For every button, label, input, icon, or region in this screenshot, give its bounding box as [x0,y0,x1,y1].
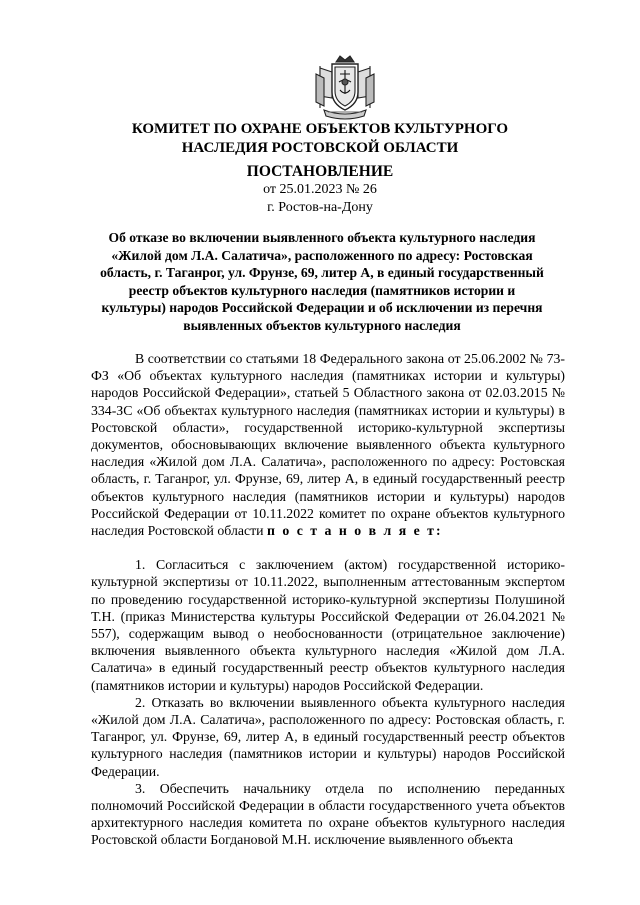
committee-name-line1: КОМИТЕТ ПО ОХРАНЕ ОБЪЕКТОВ КУЛЬТУРНОГО [131,121,509,137]
item-3-paragraph: 3. Обеспечить начальнику отдела по исполнению переданных полномочий Российской Федерации в области государственного учета объектов архитектурного наследия комитета по охране объектов культурного наследия Ростовской области Богдановой М.Н. исключение выявленного объекта [91,780,565,848]
committee-name [60,120,580,158]
paragraph-gap [91,539,565,556]
committee-name-line2: НАСЛЕДИЯ РОСТОВСКОЙ ОБЛАСТИ [181,140,459,156]
city: г. Ростов-на-Дону [267,200,373,215]
coat-of-arms-emblem [314,52,376,122]
preamble-text: В соответствии со статьями 18 Федерального закона от 25.06.2002 № 73-ФЗ «Об объектах культурного наследия (памятниках истории и культуры) народов Российской Федерации», статьей 5 Областного закона от 02.03.2015 № 334-ЗС «Об объектах культурного наследия (памятниках истории и культуры) в Ростовской области», государственной историко-культурной экспертизы документов, обосновывающих включение выявленного объекта культурного наследия «Жилой дом Л.А. Салатича», расположенного по адресу: Ростовская область, г. Таганрог, ул. Фрунзе, 69, литер А, в единый государственный реестр объектов культурного наследия (памятников истории и культуры) народов Российской Федерации от 10.11.2022 комитет по охране объектов культурного наследия Ростовской области [91,351,565,539]
document-type: ПОСТАНОВЛЕНИЕ [246,163,394,180]
item-1-paragraph: 1. Согласиться с заключением (актом) государственной историко-культурной экспертизы от 10.11.2022, выполненным аттестованным экспертом по проведению государственной историко-культурной экспертизы Полушиной Т.Н. (приказ Министерства культуры Российской Федерации от 26.04.2021 № 557), содержащим вывод о необоснованности (отрицательное заключение) включения выявленного объекта культурного наследия «Жилой дом Л.А. Салатича» в единый государственный реестр объектов культурного наследия (памятников истории и культуры) народов Российской Федерации. [91,557,565,693]
document-title: Об отказе во включении выявленного объекта культурного наследия «Жилой дом Л.А. Салатича», расположенного по адресу: Ростовская область, г. Таганрог, ул. Фрунзе, 69, литер А, в единый государственный реестр объектов культурного наследия (памятников истории и культуры) народов Российской Федерации и об исключении из перечня выявленных объектов культурного наследия [100,230,544,333]
date-and-number: от 25.01.2023 № 26 [263,182,377,197]
item-2-paragraph: 2. Отказать во включении выявленного объекта культурного наследия «Жилой дом Л.А. Салатича», расположенного по адресу: Ростовская область, г. Таганрог, ул. Фрунзе, 69, литер А, в единый государственный реестр объектов культурного наследия (памятников истории и культуры) народов Российской Федерации. [91,694,565,779]
preamble-paragraph [91,350,565,539]
resolves-word: п о с т а н о в л я е т: [266,523,443,539]
document-body [91,350,565,849]
